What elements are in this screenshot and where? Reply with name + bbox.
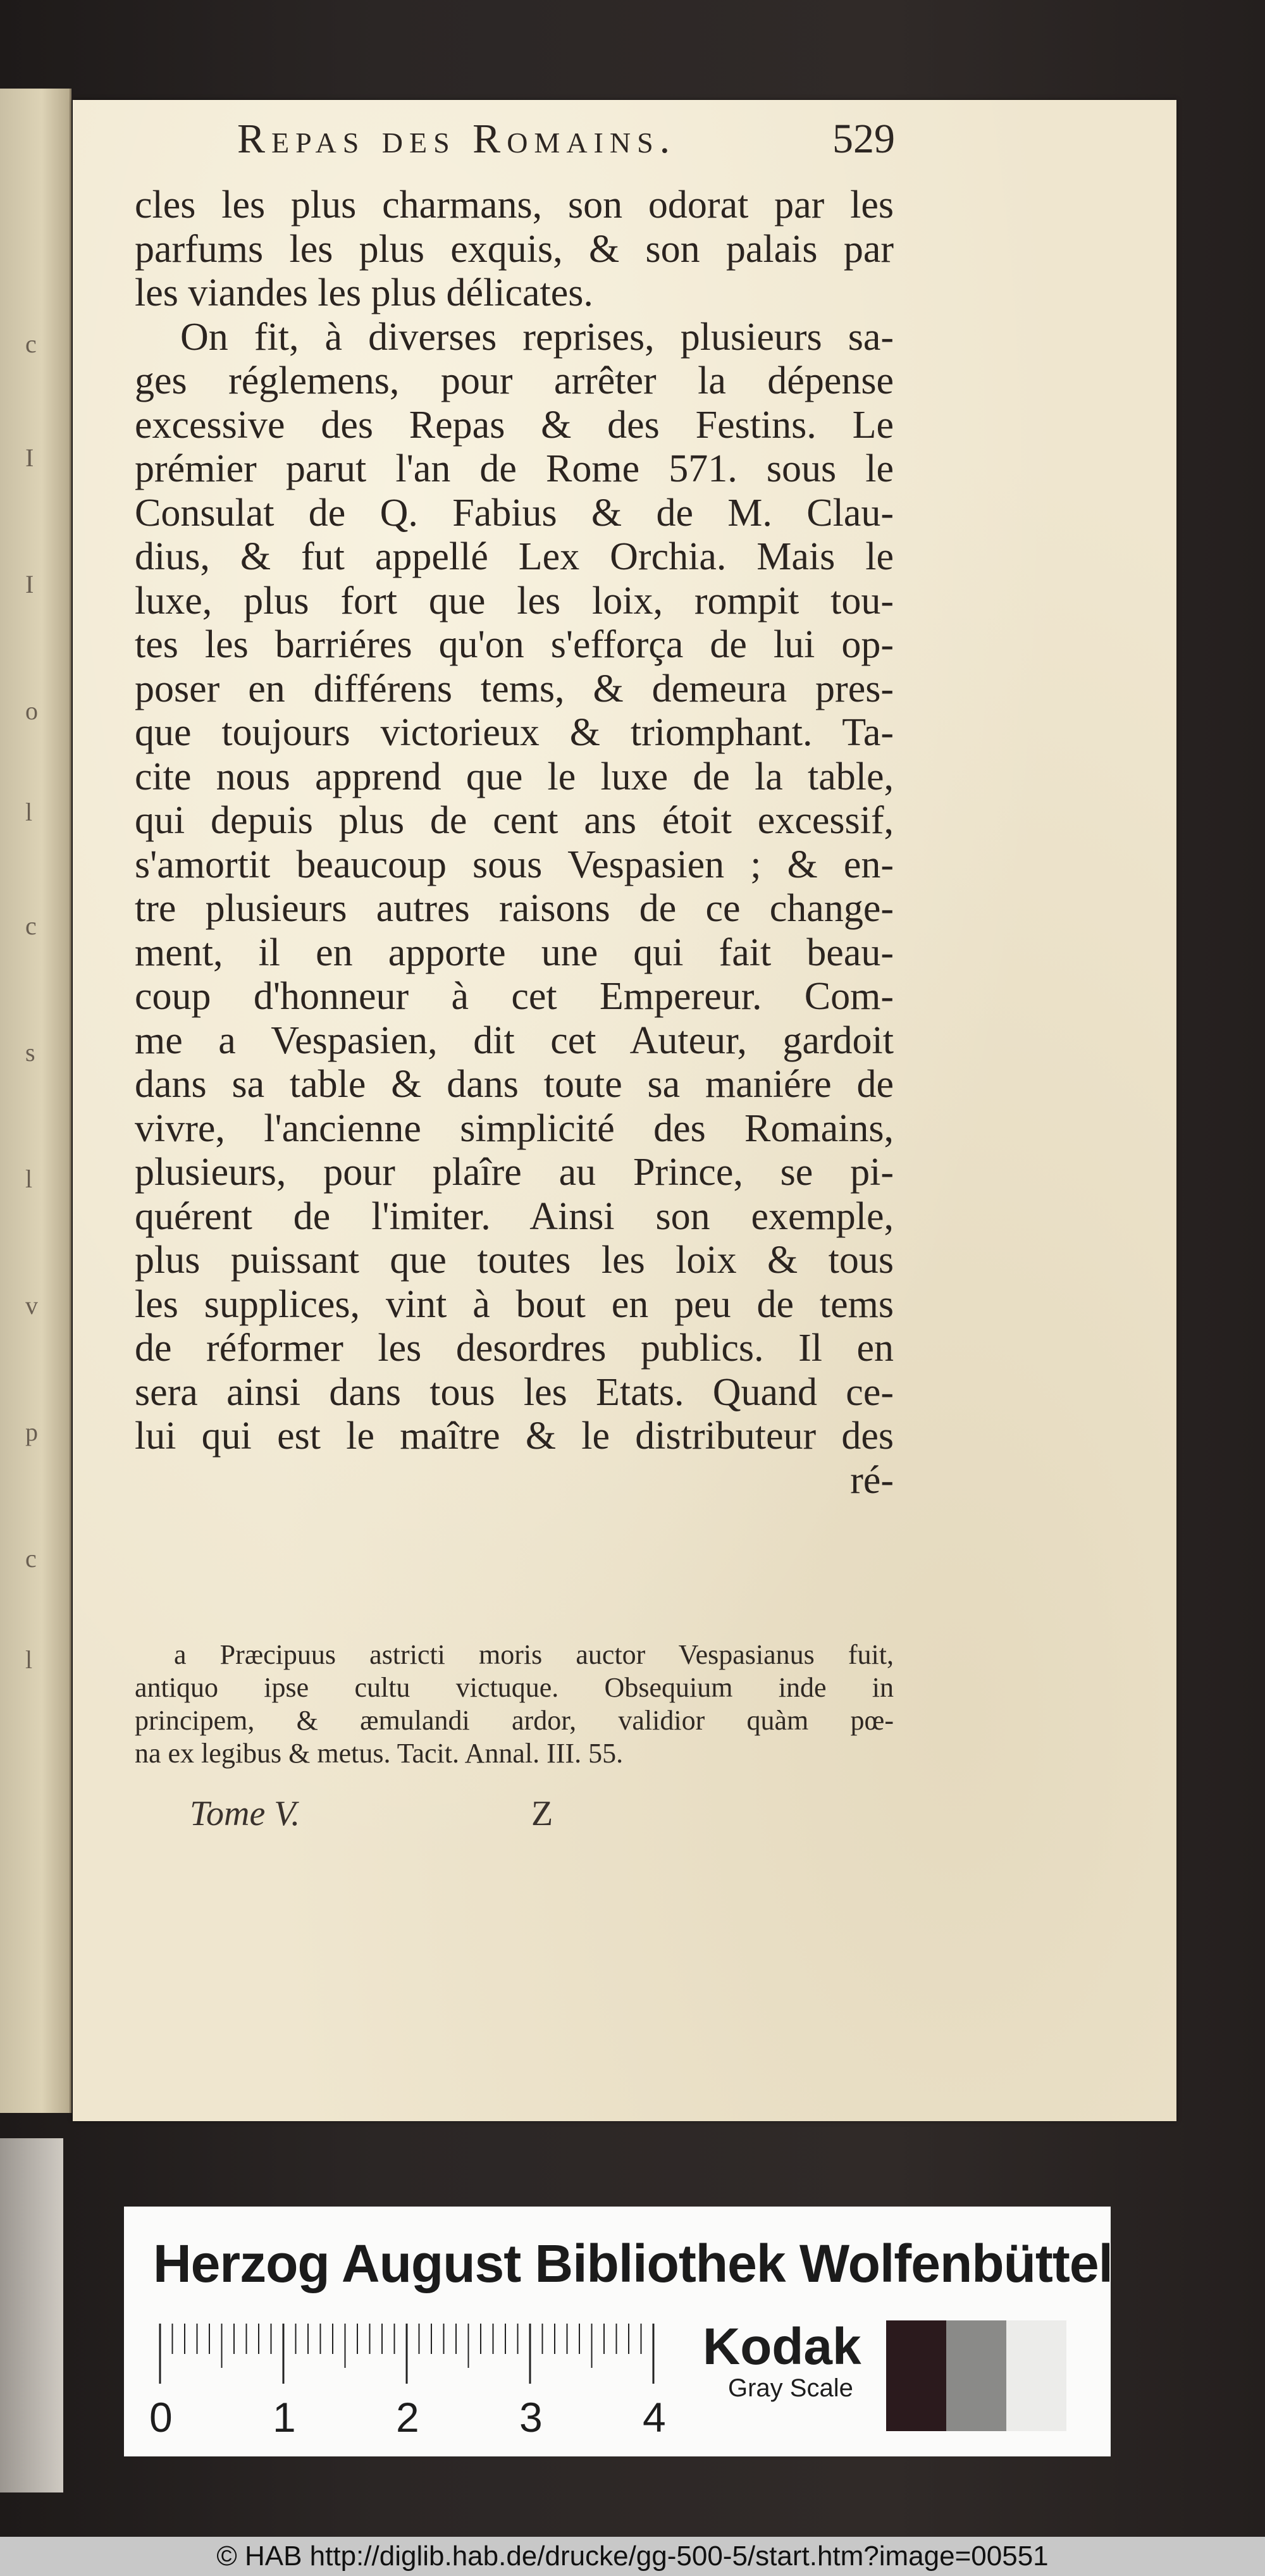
text-line: quérent de l'imiter. Ainsi son exemple, (135, 1194, 894, 1238)
text-line: s'amortit beaucoup sous Vespasien ; & en- (135, 843, 894, 886)
text-line: sera ainsi dans tous les Etats. Quand ce- (135, 1370, 894, 1414)
text-line: On fit, à diverses reprises, plusieurs sa- (180, 315, 894, 359)
text-line: cles les plus charmans, son odorat par les (135, 183, 894, 226)
text-line: ges réglemens, pour arrêter la dépense (135, 359, 894, 402)
gray-swatch (886, 2320, 946, 2431)
footnote-line: na ex legibus & metus. Tacit. Annal. III. 55. (135, 1738, 624, 1769)
footnote-line: principem, & æmulandi ardor, validior quàm pœ- (135, 1705, 894, 1736)
text-line: dius, & fut appellé Lex Orchia. Mais le (135, 535, 894, 578)
body-text (135, 183, 894, 1502)
text-line: plusieurs, pour plaîre au Prince, se pi- (135, 1151, 894, 1194)
text-line: poser en différens tems, & demeura pres- (135, 667, 894, 710)
gray-swatch (1006, 2320, 1066, 2431)
running-head: Repas des Romains. (237, 116, 677, 162)
text-line: cite nous apprend que le luxe de la table, (135, 755, 894, 798)
text-line: ment, il en apporte une qui fait beau- (135, 931, 894, 974)
volume-label: Tome V. (190, 1794, 300, 1833)
adjacent-page-strip (0, 2138, 63, 2492)
text-line: lui qui est le maître & le distributeur des (135, 1415, 894, 1458)
page-number: 529 (832, 116, 895, 162)
footnote (135, 1638, 894, 1770)
text-line: luxe, plus fort que les loix, rompit tou- (135, 579, 894, 622)
text-line: vivre, l'ancienne simplicité des Romains, (135, 1106, 894, 1150)
ruler-number: 1 (273, 2394, 296, 2441)
gray-swatch (946, 2320, 1006, 2431)
signature-line (190, 1793, 632, 1838)
text-line: les supplices, vint à bout en peu de tems (135, 1282, 894, 1326)
ruler-number: 2 (396, 2394, 419, 2441)
text-line: plus puissant que toutes les loix & tous (135, 1239, 894, 1282)
text-line: tre plusieurs autres raisons de ce change- (135, 887, 894, 930)
gray-scale-caption: Gray Scale (728, 2374, 853, 2402)
text-line: de réformer les desordres publics. Il en (135, 1327, 894, 1370)
text-line: excessive des Repas & des Festins. Le (135, 403, 894, 447)
credit-bar (0, 2537, 1265, 2576)
text-line: Consulat de Q. Fabius & de M. Clau- (135, 491, 894, 535)
text-line: que toujours victorieux & triomphant. Ta- (135, 711, 894, 754)
credit-link[interactable]: © HAB http://diglib.hab.de/drucke/gg-500-5/start.htm?image=00551 (216, 2541, 1049, 2572)
text-line: coup d'honneur à cet Empereur. Com- (135, 975, 894, 1018)
library-title: Herzog August Bibliothek Wolfenbüttel (153, 2234, 1113, 2293)
text-line: les viandes les plus délicates. (135, 271, 593, 314)
ruler-number: 0 (149, 2394, 173, 2441)
ruler-number: 3 (519, 2394, 543, 2441)
page-header (168, 115, 895, 185)
footnote-line: a Præcipuus astricti moris auctor Vespasianus fuit, (174, 1639, 894, 1670)
text-line: parfums les plus exquis, & son palais par (135, 227, 894, 271)
ruler-numbers (149, 2393, 666, 2444)
text-line: prémier parut l'an de Rome 571. sous le (135, 447, 894, 490)
text-line: dans sa table & dans toute sa maniére de (135, 1063, 894, 1106)
library-color-label (124, 2207, 1111, 2456)
catchword: ré- (850, 1458, 894, 1502)
text-line: tes les barriéres qu'on s'efforça de lui op- (135, 623, 894, 666)
kodak-logo: Kodak (703, 2318, 861, 2375)
facing-page-edge: c I I o l c s l v p c l (0, 89, 71, 2113)
text-line: me a Vespasien, dit cet Auteur, gardoit (135, 1019, 894, 1062)
signature-mark: Z (531, 1794, 553, 1833)
ruler-ticks (157, 2324, 663, 2393)
footnote-line: antiquo ipse cultu victuque. Obsequium inde in (135, 1672, 894, 1703)
text-line: qui depuis plus de cent ans étoit excessif, (135, 799, 894, 842)
ruler-number: 4 (643, 2394, 666, 2441)
measurement-ruler (149, 2324, 666, 2444)
